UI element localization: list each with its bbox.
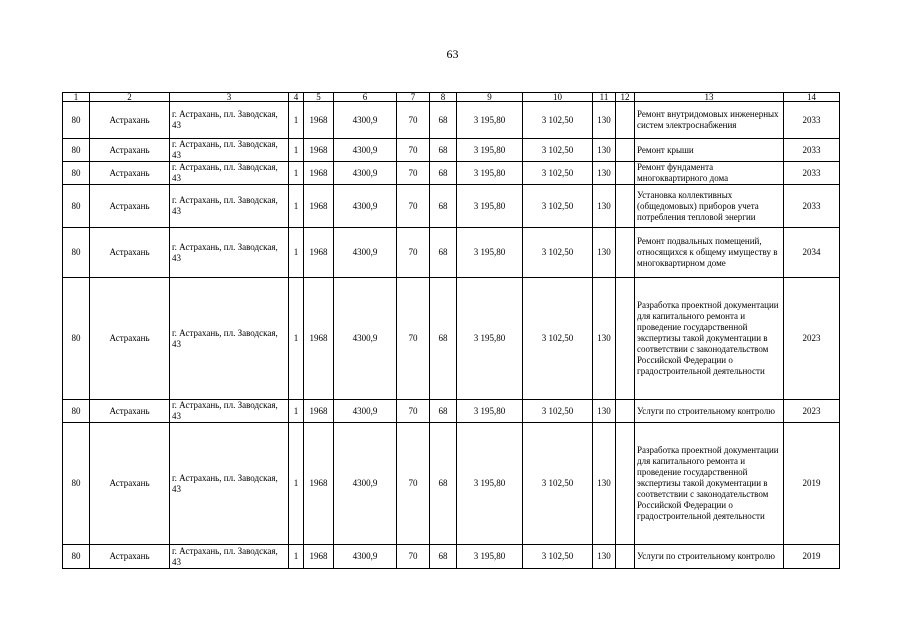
- cell-c4: 1: [289, 400, 304, 423]
- table-row: [63, 139, 840, 162]
- cell-c8: 68: [430, 185, 457, 228]
- cell-c1: 80: [63, 423, 90, 545]
- cell-c3: г. Астрахань, пл. Заводская, 43: [170, 139, 289, 162]
- cell-c7: 70: [397, 139, 430, 162]
- cell-c12: [616, 278, 635, 400]
- cell-c3: г. Астрахань, пл. Заводская, 43: [170, 228, 289, 278]
- cell-c14: 2033: [784, 139, 840, 162]
- cell-c13: Услуги по строительному контролю: [635, 400, 784, 423]
- header-cell: 13: [635, 93, 784, 102]
- cell-c9: 3 195,80: [457, 162, 523, 185]
- cell-c5: 1968: [304, 139, 334, 162]
- cell-c11: 130: [593, 228, 616, 278]
- cell-c7: 70: [397, 400, 430, 423]
- cell-c8: 68: [430, 139, 457, 162]
- cell-c2: Астрахань: [90, 162, 170, 185]
- cell-c14: 2033: [784, 102, 840, 139]
- header-cell: 4: [289, 93, 304, 102]
- cell-c13: Установка коллективных (общедомовых) приборов учета потребления тепловой энергии: [635, 185, 784, 228]
- cell-c2: Астрахань: [90, 400, 170, 423]
- cell-c13: Ремонт подвальных помещений, относящихся к общему имуществу в многоквартирном доме: [635, 228, 784, 278]
- cell-c6: 4300,9: [334, 545, 397, 569]
- cell-c12: [616, 102, 635, 139]
- cell-c2: Астрахань: [90, 423, 170, 545]
- table-row: [63, 185, 840, 228]
- cell-c1: 80: [63, 278, 90, 400]
- cell-c13: Разработка проектной документации для капитального ремонта и проведение государственной экспертизы такой документации в соответствии с законодательством Российской Федерации о градостроительной деятельности: [635, 278, 784, 400]
- cell-c1: 80: [63, 162, 90, 185]
- cell-c6: 4300,9: [334, 162, 397, 185]
- cell-c9: 3 195,80: [457, 228, 523, 278]
- cell-c7: 70: [397, 423, 430, 545]
- cell-c4: 1: [289, 545, 304, 569]
- cell-c5: 1968: [304, 228, 334, 278]
- cell-c8: 68: [430, 423, 457, 545]
- cell-c13: Ремонт крыши: [635, 139, 784, 162]
- cell-c7: 70: [397, 545, 430, 569]
- cell-c2: Астрахань: [90, 102, 170, 139]
- header-cell: 11: [593, 93, 616, 102]
- cell-c4: 1: [289, 228, 304, 278]
- cell-c14: 2034: [784, 228, 840, 278]
- register-table: [62, 92, 840, 569]
- cell-c7: 70: [397, 228, 430, 278]
- cell-c11: 130: [593, 162, 616, 185]
- header-cell: 8: [430, 93, 457, 102]
- cell-c2: Астрахань: [90, 228, 170, 278]
- cell-c9: 3 195,80: [457, 102, 523, 139]
- cell-c14: 2033: [784, 185, 840, 228]
- header-cell: 7: [397, 93, 430, 102]
- cell-c10: 3 102,50: [523, 423, 593, 545]
- cell-c3: г. Астрахань, пл. Заводская, 43: [170, 102, 289, 139]
- cell-c2: Астрахань: [90, 545, 170, 569]
- cell-c1: 80: [63, 228, 90, 278]
- cell-c9: 3 195,80: [457, 278, 523, 400]
- cell-c6: 4300,9: [334, 139, 397, 162]
- cell-c4: 1: [289, 185, 304, 228]
- cell-c2: Астрахань: [90, 139, 170, 162]
- cell-c1: 80: [63, 139, 90, 162]
- cell-c1: 80: [63, 185, 90, 228]
- header-cell: 10: [523, 93, 593, 102]
- cell-c6: 4300,9: [334, 102, 397, 139]
- header-cell: 5: [304, 93, 334, 102]
- cell-c10: 3 102,50: [523, 400, 593, 423]
- cell-c5: 1968: [304, 185, 334, 228]
- cell-c7: 70: [397, 278, 430, 400]
- cell-c3: г. Астрахань, пл. Заводская, 43: [170, 400, 289, 423]
- cell-c9: 3 195,80: [457, 545, 523, 569]
- cell-c5: 1968: [304, 400, 334, 423]
- cell-c13: Ремонт внутридомовых инженерных систем электроснабжения: [635, 102, 784, 139]
- cell-c6: 4300,9: [334, 423, 397, 545]
- cell-c14: 2023: [784, 400, 840, 423]
- cell-c11: 130: [593, 139, 616, 162]
- cell-c11: 130: [593, 102, 616, 139]
- cell-c12: [616, 162, 635, 185]
- cell-c4: 1: [289, 102, 304, 139]
- cell-c3: г. Астрахань, пл. Заводская, 43: [170, 185, 289, 228]
- table-header-row: [63, 93, 840, 102]
- header-cell: 6: [334, 93, 397, 102]
- cell-c1: 80: [63, 400, 90, 423]
- cell-c14: 2019: [784, 423, 840, 545]
- table-row: [63, 423, 840, 545]
- table-row: [63, 102, 840, 139]
- table-row: [63, 278, 840, 400]
- cell-c12: [616, 545, 635, 569]
- cell-c2: Астрахань: [90, 185, 170, 228]
- cell-c8: 68: [430, 162, 457, 185]
- cell-c7: 70: [397, 102, 430, 139]
- cell-c10: 3 102,50: [523, 102, 593, 139]
- cell-c8: 68: [430, 102, 457, 139]
- cell-c4: 1: [289, 423, 304, 545]
- page-number: 63: [446, 47, 459, 61]
- cell-c5: 1968: [304, 545, 334, 569]
- cell-c10: 3 102,50: [523, 185, 593, 228]
- cell-c13: Ремонт фундамента многоквартирного дома: [635, 162, 784, 185]
- cell-c14: 2023: [784, 278, 840, 400]
- header-cell: 12: [616, 93, 635, 102]
- header-cell: 9: [457, 93, 523, 102]
- cell-c10: 3 102,50: [523, 139, 593, 162]
- cell-c10: 3 102,50: [523, 162, 593, 185]
- cell-c5: 1968: [304, 102, 334, 139]
- cell-c13: Услуги по строительному контролю: [635, 545, 784, 569]
- cell-c2: Астрахань: [90, 278, 170, 400]
- cell-c3: г. Астрахань, пл. Заводская, 43: [170, 162, 289, 185]
- cell-c5: 1968: [304, 423, 334, 545]
- cell-c12: [616, 139, 635, 162]
- cell-c6: 4300,9: [334, 278, 397, 400]
- cell-c8: 68: [430, 400, 457, 423]
- cell-c12: [616, 185, 635, 228]
- cell-c11: 130: [593, 423, 616, 545]
- cell-c11: 130: [593, 185, 616, 228]
- cell-c6: 4300,9: [334, 185, 397, 228]
- cell-c10: 3 102,50: [523, 278, 593, 400]
- cell-c8: 68: [430, 545, 457, 569]
- cell-c12: [616, 228, 635, 278]
- cell-c8: 68: [430, 228, 457, 278]
- cell-c10: 3 102,50: [523, 545, 593, 569]
- cell-c9: 3 195,80: [457, 185, 523, 228]
- cell-c1: 80: [63, 102, 90, 139]
- table-row: [63, 545, 840, 569]
- cell-c9: 3 195,80: [457, 400, 523, 423]
- cell-c3: г. Астрахань, пл. Заводская, 43: [170, 545, 289, 569]
- cell-c14: 2019: [784, 545, 840, 569]
- cell-c5: 1968: [304, 162, 334, 185]
- cell-c4: 1: [289, 139, 304, 162]
- cell-c7: 70: [397, 185, 430, 228]
- cell-c8: 68: [430, 278, 457, 400]
- cell-c3: г. Астрахань, пл. Заводская, 43: [170, 423, 289, 545]
- table-row: [63, 228, 840, 278]
- header-cell: 3: [170, 93, 289, 102]
- cell-c3: г. Астрахань, пл. Заводская, 43: [170, 278, 289, 400]
- header-cell: 2: [90, 93, 170, 102]
- cell-c6: 4300,9: [334, 400, 397, 423]
- cell-c7: 70: [397, 162, 430, 185]
- header-cell: 1: [63, 93, 90, 102]
- cell-c12: [616, 423, 635, 545]
- cell-c12: [616, 400, 635, 423]
- header-cell: 14: [784, 93, 840, 102]
- cell-c13: Разработка проектной документации для капитального ремонта и проведение государственной экспертизы такой документации в соответствии с законодательством Российской Федерации о градостроительной деятельности: [635, 423, 784, 545]
- cell-c11: 130: [593, 400, 616, 423]
- cell-c4: 1: [289, 162, 304, 185]
- cell-c9: 3 195,80: [457, 423, 523, 545]
- cell-c10: 3 102,50: [523, 228, 593, 278]
- table-row: [63, 162, 840, 185]
- cell-c5: 1968: [304, 278, 334, 400]
- cell-c9: 3 195,80: [457, 139, 523, 162]
- cell-c1: 80: [63, 545, 90, 569]
- cell-c14: 2033: [784, 162, 840, 185]
- cell-c4: 1: [289, 278, 304, 400]
- cell-c11: 130: [593, 545, 616, 569]
- table-row: [63, 400, 840, 423]
- cell-c6: 4300,9: [334, 228, 397, 278]
- cell-c11: 130: [593, 278, 616, 400]
